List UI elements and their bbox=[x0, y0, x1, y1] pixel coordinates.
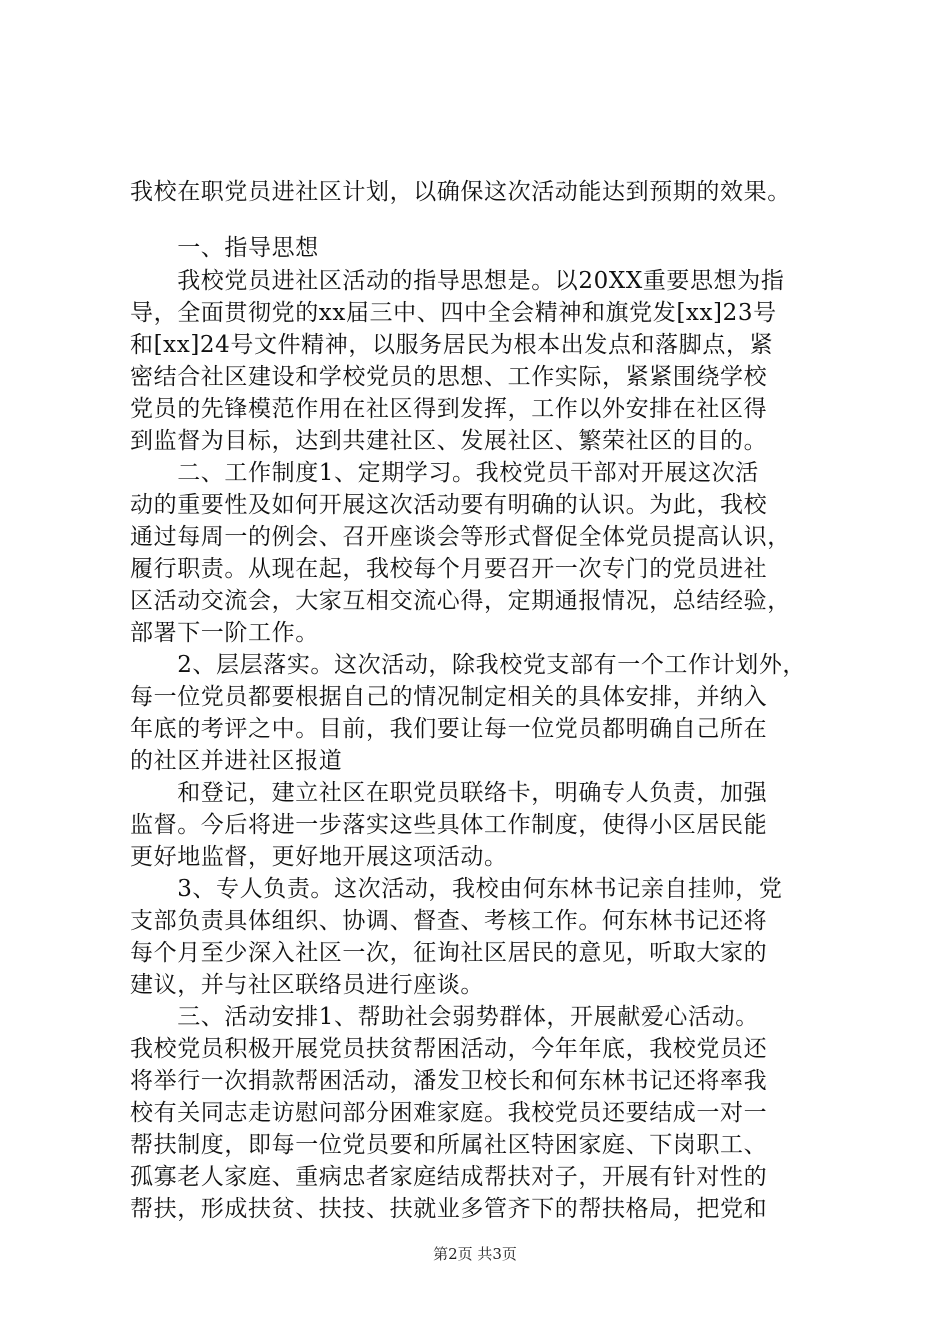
text-line: 通过每周一的例会、召开座谈会等形式督促全体党员提高认识， bbox=[130, 524, 791, 550]
text-line: 建议，并与社区联络员进行座谈。 bbox=[130, 972, 484, 998]
text-line: 支部负责具体组织、协调、督查、考核工作。何东林书记还将 bbox=[130, 908, 768, 934]
text-line: 孤寡老人家庭、重病忠者家庭结成帮扶对子，开展有针对性的 bbox=[130, 1164, 768, 1190]
text-line: 党员的先锋模范作用在社区得到发挥，工作以外安排在社区得 bbox=[130, 396, 768, 422]
text-line: 动的重要性及如何开展这次活动要有明确的认识。为此，我校 bbox=[130, 492, 768, 518]
text-line: 到监督为目标，达到共建社区、发展社区、繁荣社区的目的。 bbox=[130, 428, 768, 454]
text-line: 的社区并进社区报道 bbox=[130, 748, 343, 774]
text-line: 我校党员进社区活动的指导思想是。以20XX重要思想为指 bbox=[130, 268, 785, 294]
text-line: 和登记，建立社区在职党员联络卡，明确专人负责，加强 bbox=[130, 780, 768, 806]
text-line: 导，全面贯彻党的xx届三中、四中全会精神和旗党发[xx]23号 bbox=[130, 300, 777, 326]
text-line: 区活动交流会，大家互相交流心得，定期通报情况，总结经验， bbox=[130, 588, 791, 614]
text-line: 帮扶制度，即每一位党员要和所属社区特困家庭、下岗职工、 bbox=[130, 1132, 768, 1158]
section-heading: 一、指导思想 bbox=[130, 235, 319, 261]
text-line: 校有关同志走访慰问部分困难家庭。我校党员还要结成一对一 bbox=[130, 1100, 768, 1126]
text-line: 我校党员积极开展党员扶贫帮困活动，今年年底，我校党员还 bbox=[130, 1036, 768, 1062]
text-line: 部署下一阶工作。 bbox=[130, 620, 319, 646]
text-line: 三、活动安排1、帮助社会弱势群体，开展献爱心活动。 bbox=[130, 1004, 759, 1030]
text-line: 将举行一次捐款帮困活动，潘发卫校长和何东林书记还将率我 bbox=[130, 1068, 768, 1094]
text-line: 履行职责。从现在起，我校每个月要召开一次专门的党员进社 bbox=[130, 556, 768, 582]
text-line: 2、层层落实。这次活动，除我校党支部有一个工作计划外， bbox=[130, 652, 807, 678]
text-line: 二、工作制度1、定期学习。我校党员干部对开展这次活 bbox=[130, 460, 759, 486]
text-line: 每个月至少深入社区一次，征询社区居民的意见，听取大家的 bbox=[130, 940, 768, 966]
text-line: 监督。今后将进一步落实这些具体工作制度，使得小区居民能 bbox=[130, 812, 768, 838]
text-line: 帮扶，形成扶贫、扶技、扶就业多管齐下的帮扶格局，把党和 bbox=[130, 1196, 768, 1222]
page-number-footer: 第2页 共3页 bbox=[433, 1245, 517, 1263]
text-line: 3、专人负责。这次活动，我校由何东林书记亲自挂帅，党 bbox=[130, 876, 783, 902]
text-line: 和[xx]24号文件精神，以服务居民为根本出发点和落脚点，紧 bbox=[130, 332, 774, 358]
text-line: 年底的考评之中。目前，我们要让每一位党员都明确自己所在 bbox=[130, 716, 768, 742]
text-line: 每一位党员都要根据自己的情况制定相关的具体安排，并纳入 bbox=[130, 684, 768, 710]
text-line: 更好地监督，更好地开展这项活动。 bbox=[130, 844, 508, 870]
text-line: 密结合社区建设和学校党员的思想、工作实际，紧紧围绕学校 bbox=[130, 364, 768, 390]
text-line: 我校在职党员进社区计划，以确保这次活动能达到预期的效果。 bbox=[130, 179, 791, 205]
